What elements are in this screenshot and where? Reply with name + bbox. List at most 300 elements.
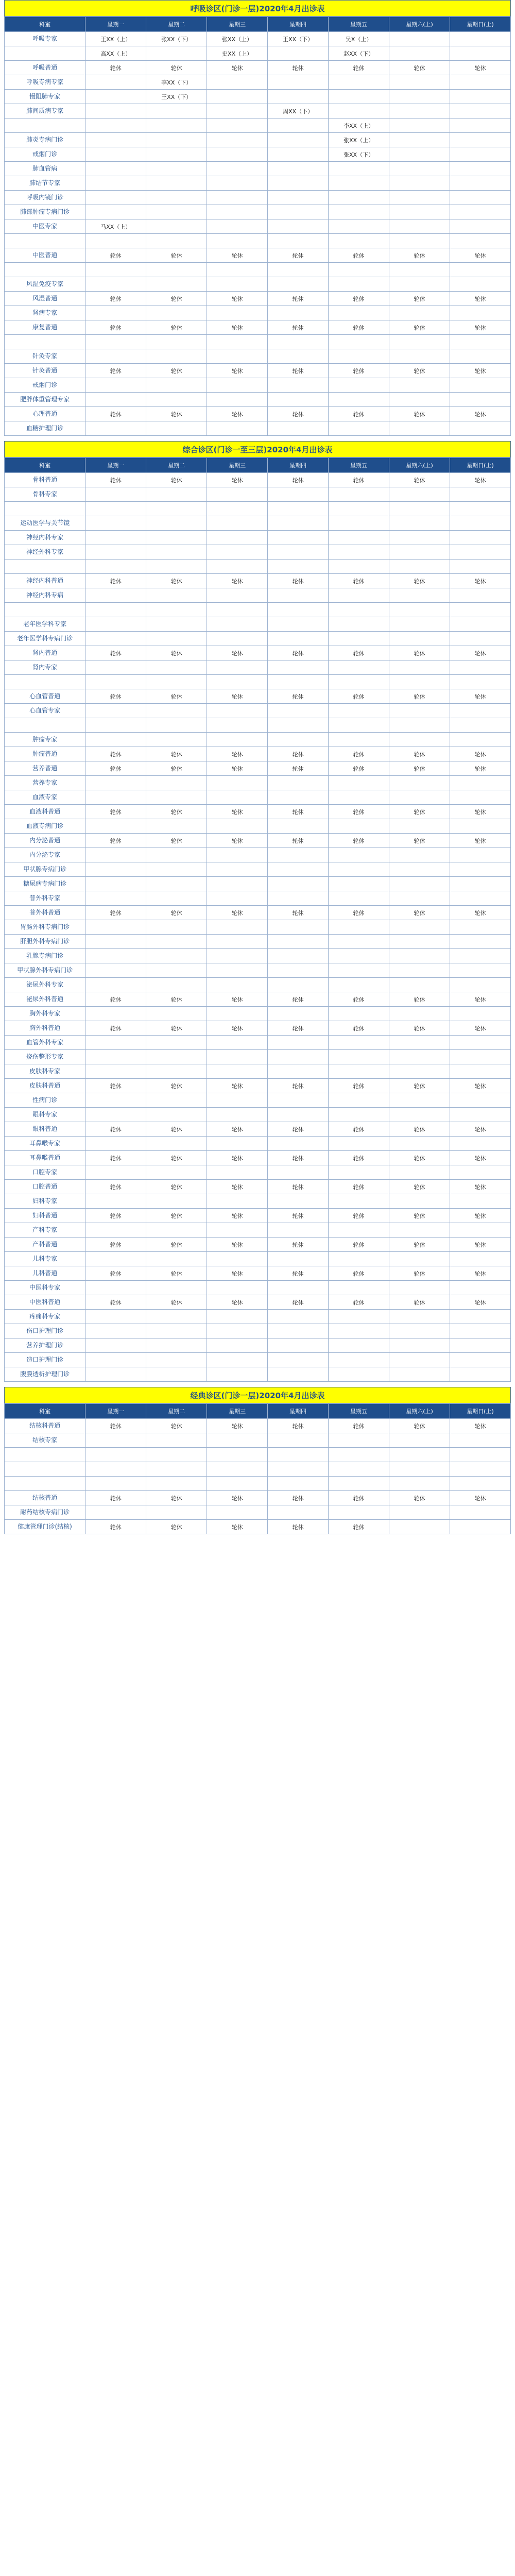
schedule-cell: [329, 588, 389, 603]
schedule-cell: [146, 790, 207, 805]
schedule-cell: 轮休: [329, 407, 389, 421]
table-row: [5, 834, 511, 848]
schedule-cell: [146, 1194, 207, 1209]
section-title: 综合诊区(门诊一至三层)2020年4月出诊表: [4, 441, 511, 457]
schedule-cell: [450, 162, 510, 176]
schedule-cell: [85, 531, 146, 545]
schedule-cell: 轮休: [85, 1021, 146, 1036]
schedule-cell: 轮休: [146, 320, 207, 335]
schedule-cell: 轮休: [146, 761, 207, 776]
table-row: [5, 393, 511, 407]
schedule-cell: [268, 632, 329, 646]
schedule-cell: [85, 1108, 146, 1122]
schedule-cell: [389, 147, 450, 162]
schedule-cell: [329, 1252, 389, 1266]
schedule-cell: [329, 603, 389, 617]
department-cell: 乳腺专病门诊: [5, 949, 85, 963]
schedule-cell: [85, 1477, 146, 1491]
department-cell: 神经内科普通: [5, 574, 85, 588]
schedule-cell: [329, 1281, 389, 1295]
schedule-cell: [146, 205, 207, 219]
schedule-cell: 轮休: [329, 1079, 389, 1093]
schedule-cell: [207, 1252, 268, 1266]
schedule-cell: [268, 1338, 329, 1353]
table-row: [5, 805, 511, 819]
schedule-cell: [268, 819, 329, 834]
schedule-cell: [450, 1505, 510, 1520]
department-cell: 口腔普通: [5, 1180, 85, 1194]
schedule-cell: 轮休: [389, 407, 450, 421]
department-cell: 针灸普通: [5, 364, 85, 378]
department-cell: [5, 560, 85, 574]
schedule-cell: [85, 1137, 146, 1151]
schedule-cell: [450, 306, 510, 320]
schedule-cell: [389, 1448, 450, 1462]
table-row: [5, 531, 511, 545]
table-row: [5, 1266, 511, 1281]
schedule-cell: [329, 1338, 389, 1353]
schedule-cell: [207, 1108, 268, 1122]
schedule-cell: 轮休: [207, 292, 268, 306]
schedule-cell: [268, 219, 329, 234]
department-cell: 产科专家: [5, 1223, 85, 1238]
schedule-cell: [389, 531, 450, 545]
department-cell: 健康管理门诊(结核): [5, 1520, 85, 1534]
schedule-cell: [329, 104, 389, 118]
table-row: [5, 306, 511, 320]
schedule-cell: 吴X（上）: [329, 32, 389, 46]
schedule-cell: 轮休: [268, 747, 329, 761]
schedule-cell: [450, 1194, 510, 1209]
table-row: [5, 473, 511, 487]
schedule-cell: [268, 1165, 329, 1180]
schedule-cell: [207, 263, 268, 277]
header-row: [5, 1404, 511, 1419]
schedule-cell: [85, 277, 146, 292]
schedule-cell: 轮休: [268, 320, 329, 335]
schedule-cell: [329, 1064, 389, 1079]
schedule-cell: [85, 560, 146, 574]
schedule-cell: 轮休: [268, 248, 329, 263]
schedule-cell: [207, 104, 268, 118]
schedule-cell: [146, 1448, 207, 1462]
schedule-cell: [207, 776, 268, 790]
schedule-cell: [268, 516, 329, 531]
column-header: 星期二: [146, 458, 207, 473]
schedule-cell: 轮休: [85, 646, 146, 660]
schedule-cell: 轮休: [268, 1209, 329, 1223]
department-cell: 神经内科专病: [5, 588, 85, 603]
schedule-cell: [389, 502, 450, 516]
schedule-cell: [268, 1324, 329, 1338]
schedule-cell: [146, 1093, 207, 1108]
schedule-cell: 轮休: [85, 1238, 146, 1252]
department-cell: [5, 603, 85, 617]
schedule-cell: [450, 393, 510, 407]
column-header: 星期一: [85, 1404, 146, 1419]
schedule-cell: 轮休: [146, 1151, 207, 1165]
schedule-cell: 轮休: [207, 906, 268, 920]
schedule-cell: [146, 1108, 207, 1122]
department-cell: 心理普通: [5, 407, 85, 421]
table-row: [5, 61, 511, 75]
schedule-cell: [207, 819, 268, 834]
schedule-cell: [389, 978, 450, 992]
schedule-cell: [146, 104, 207, 118]
schedule-cell: 轮休: [268, 1151, 329, 1165]
schedule-cell: [207, 1137, 268, 1151]
department-cell: 戒烟门诊: [5, 378, 85, 393]
schedule-cell: [207, 378, 268, 393]
schedule-cell: [85, 1165, 146, 1180]
schedule-cell: 轮休: [329, 805, 389, 819]
schedule-cell: 轮休: [146, 1491, 207, 1505]
table-row: [5, 660, 511, 675]
schedule-cell: [389, 1165, 450, 1180]
schedule-cell: 轮休: [389, 1419, 450, 1433]
schedule-cell: [268, 118, 329, 133]
schedule-cell: [389, 704, 450, 718]
schedule-cell: [389, 393, 450, 407]
schedule-cell: [329, 90, 389, 104]
schedule-cell: [389, 1353, 450, 1367]
schedule-cell: [329, 877, 389, 891]
schedule-cell: 赵XX（下）: [329, 46, 389, 61]
schedule-cell: [329, 675, 389, 689]
schedule-cell: [146, 545, 207, 560]
schedule-cell: 轮休: [389, 1238, 450, 1252]
schedule-cell: 轮休: [268, 646, 329, 660]
schedule-cell: [268, 1448, 329, 1462]
table-row: [5, 704, 511, 718]
schedule-cell: [146, 704, 207, 718]
schedule-cell: [146, 733, 207, 747]
department-cell: [5, 1462, 85, 1477]
schedule-cell: [85, 133, 146, 147]
schedule-cell: [85, 704, 146, 718]
table-row: [5, 1223, 511, 1238]
table-row: [5, 1295, 511, 1310]
table-row: [5, 1108, 511, 1122]
schedule-cell: 轮休: [389, 1266, 450, 1281]
schedule-cell: 轮休: [207, 1180, 268, 1194]
column-header: 星期六(上): [389, 1404, 450, 1419]
schedule-cell: 轮休: [329, 61, 389, 75]
table-row: [5, 487, 511, 502]
schedule-cell: [85, 263, 146, 277]
schedule-cell: [389, 790, 450, 805]
schedule-cell: [389, 32, 450, 46]
schedule-cell: 轮休: [329, 1295, 389, 1310]
schedule-cell: 轮休: [450, 689, 510, 704]
schedule-cell: [389, 234, 450, 248]
schedule-cell: [268, 90, 329, 104]
schedule-cell: [207, 1448, 268, 1462]
schedule-cell: [268, 617, 329, 632]
schedule-cell: 轮休: [389, 646, 450, 660]
schedule-cell: [207, 393, 268, 407]
schedule-cell: [268, 1108, 329, 1122]
table-row: [5, 617, 511, 632]
schedule-cell: [268, 545, 329, 560]
schedule-cell: [329, 617, 389, 632]
schedule-cell: 轮休: [85, 407, 146, 421]
column-header: 星期二: [146, 1404, 207, 1419]
schedule-cell: [268, 349, 329, 364]
schedule-cell: [207, 277, 268, 292]
schedule-cell: 轮休: [389, 364, 450, 378]
schedule-cell: [146, 1165, 207, 1180]
schedule-cell: 轮休: [450, 1079, 510, 1093]
schedule-cell: [329, 349, 389, 364]
schedule-cell: [329, 205, 389, 219]
schedule-cell: [450, 675, 510, 689]
column-header: 科室: [5, 17, 85, 32]
schedule-cell: [207, 920, 268, 935]
schedule-cell: [268, 393, 329, 407]
schedule-cell: [268, 1137, 329, 1151]
schedule-cell: [450, 1007, 510, 1021]
schedule-cell: [268, 234, 329, 248]
schedule-cell: [207, 191, 268, 205]
table-row: [5, 646, 511, 660]
schedule-cell: 轮休: [450, 761, 510, 776]
department-cell: 结核普通: [5, 1491, 85, 1505]
schedule-cell: [389, 588, 450, 603]
schedule-cell: [450, 1223, 510, 1238]
schedule-cell: [146, 349, 207, 364]
schedule-cell: [207, 335, 268, 349]
schedule-cell: [207, 90, 268, 104]
schedule-cell: [329, 935, 389, 949]
schedule-cell: [85, 335, 146, 349]
schedule-cell: [389, 963, 450, 978]
table-row: [5, 1194, 511, 1209]
schedule-cell: [207, 1050, 268, 1064]
section-gap: [4, 436, 511, 441]
schedule-cell: 轮休: [207, 1419, 268, 1433]
schedule-cell: 王XX（下）: [268, 32, 329, 46]
schedule-cell: 轮休: [450, 1180, 510, 1194]
table-row: [5, 891, 511, 906]
schedule-cell: [389, 133, 450, 147]
schedule-cell: [146, 1367, 207, 1382]
schedule-cell: 轮休: [329, 992, 389, 1007]
schedule-cell: [146, 963, 207, 978]
schedule-cell: 轮休: [85, 364, 146, 378]
department-cell: 胃肠外科专病门诊: [5, 920, 85, 935]
department-cell: 结核科普通: [5, 1419, 85, 1433]
schedule-cell: 轮休: [389, 906, 450, 920]
schedule-cell: [85, 819, 146, 834]
schedule-cell: 周XX（下）: [268, 104, 329, 118]
schedule-cell: [85, 205, 146, 219]
schedule-cell: 轮休: [207, 1151, 268, 1165]
schedule-cell: [85, 545, 146, 560]
schedule-cell: 轮休: [389, 1180, 450, 1194]
schedule-cell: [207, 545, 268, 560]
schedule-cell: [329, 891, 389, 906]
schedule-cell: [268, 560, 329, 574]
schedule-cell: 轮休: [85, 248, 146, 263]
department-cell: [5, 335, 85, 349]
schedule-cell: 轮休: [450, 364, 510, 378]
schedule-cell: [146, 603, 207, 617]
schedule-cell: 轮休: [146, 1079, 207, 1093]
schedule-cell: [389, 1137, 450, 1151]
department-cell: 呼吸内镜门诊: [5, 191, 85, 205]
schedule-cell: [450, 1165, 510, 1180]
header-row: [5, 17, 511, 32]
department-cell: 风湿免疫专家: [5, 277, 85, 292]
schedule-cell: 轮休: [329, 1266, 389, 1281]
schedule-cell: [268, 1281, 329, 1295]
schedule-cell: [207, 790, 268, 805]
department-cell: 营养专家: [5, 776, 85, 790]
schedule-cell: 轮休: [329, 1180, 389, 1194]
department-cell: 营养普通: [5, 761, 85, 776]
table-row: [5, 147, 511, 162]
schedule-cell: [207, 891, 268, 906]
schedule-cell: [207, 862, 268, 877]
schedule-cell: [146, 660, 207, 675]
department-cell: 内分泌普通: [5, 834, 85, 848]
column-header: 星期三: [207, 1404, 268, 1419]
schedule-cell: [85, 1448, 146, 1462]
schedule-cell: [268, 660, 329, 675]
table-row: [5, 191, 511, 205]
schedule-cell: [450, 133, 510, 147]
table-row: [5, 176, 511, 191]
schedule-cell: [329, 75, 389, 90]
schedule-cell: [85, 487, 146, 502]
schedule-cell: [268, 205, 329, 219]
schedule-cell: [450, 1108, 510, 1122]
schedule-cell: [146, 588, 207, 603]
schedule-cell: 轮休: [268, 906, 329, 920]
schedule-cell: 轮休: [450, 292, 510, 306]
schedule-cell: [146, 46, 207, 61]
schedule-cell: 轮休: [329, 473, 389, 487]
schedule-cell: [207, 205, 268, 219]
schedule-cell: [268, 920, 329, 935]
schedule-cell: [389, 1281, 450, 1295]
column-header: 星期日(上): [450, 458, 510, 473]
schedule-cell: 马XX（上）: [85, 219, 146, 234]
schedule-cell: [329, 560, 389, 574]
department-cell: [5, 234, 85, 248]
schedule-cell: [146, 617, 207, 632]
schedule-cell: [268, 1367, 329, 1382]
schedule-cell: [329, 162, 389, 176]
schedule-cell: [207, 1338, 268, 1353]
schedule-cell: [389, 1108, 450, 1122]
schedule-cell: [268, 877, 329, 891]
schedule-cell: [207, 733, 268, 747]
schedule-cell: 轮休: [207, 646, 268, 660]
schedule-cell: 轮休: [85, 689, 146, 704]
schedule-cell: 轮休: [146, 1520, 207, 1534]
table-row: [5, 1324, 511, 1338]
table-row: [5, 516, 511, 531]
schedule-cell: [450, 891, 510, 906]
schedule-cell: [450, 516, 510, 531]
schedule-cell: [146, 776, 207, 790]
schedule-cell: [329, 733, 389, 747]
department-cell: 泌尿外科专家: [5, 978, 85, 992]
department-cell: 肺间质病专家: [5, 104, 85, 118]
schedule-cell: [268, 963, 329, 978]
schedule-cell: [389, 718, 450, 733]
schedule-cell: 轮休: [389, 1295, 450, 1310]
schedule-cell: [85, 90, 146, 104]
schedule-cell: [389, 1050, 450, 1064]
schedule-cell: 轮休: [450, 248, 510, 263]
schedule-cell: [207, 1433, 268, 1448]
schedule-cell: [389, 1252, 450, 1266]
schedule-cell: [450, 104, 510, 118]
schedule-cell: [85, 1281, 146, 1295]
schedule-cell: [207, 487, 268, 502]
column-header: 星期二: [146, 17, 207, 32]
schedule-cell: [329, 378, 389, 393]
schedule-cell: [329, 1223, 389, 1238]
schedule-cell: [146, 632, 207, 646]
department-cell: 皮肤科普通: [5, 1079, 85, 1093]
schedule-cell: 轮休: [85, 292, 146, 306]
department-cell: 口腔专家: [5, 1165, 85, 1180]
schedule-cell: [329, 1007, 389, 1021]
schedule-cell: [146, 848, 207, 862]
schedule-cell: [268, 306, 329, 320]
schedule-cell: [207, 502, 268, 516]
schedule-cell: [450, 1433, 510, 1448]
schedule-cell: [389, 162, 450, 176]
schedule-cell: 轮休: [268, 1419, 329, 1433]
section-title: 呼吸诊区(门诊一层)2020年4月出诊表: [4, 0, 511, 16]
schedule-cell: [389, 1064, 450, 1079]
schedule-cell: [268, 790, 329, 805]
schedule-table: [4, 1403, 511, 1534]
department-cell: 针灸专家: [5, 349, 85, 364]
schedule-cell: [450, 1367, 510, 1382]
schedule-cell: 轮休: [389, 689, 450, 704]
schedule-cell: [146, 263, 207, 277]
schedule-cell: 轮休: [389, 292, 450, 306]
table-row: [5, 545, 511, 560]
schedule-cell: 轮休: [85, 747, 146, 761]
schedule-cell: [207, 560, 268, 574]
schedule-cell: [389, 1194, 450, 1209]
schedule-cell: 轮休: [389, 1491, 450, 1505]
schedule-cell: [389, 1462, 450, 1477]
schedule-cell: [207, 516, 268, 531]
schedule-cell: [146, 118, 207, 133]
table-row: [5, 1281, 511, 1295]
schedule-cell: 轮休: [207, 1122, 268, 1137]
department-cell: 呼吸普通: [5, 61, 85, 75]
schedule-cell: [389, 675, 450, 689]
schedule-cell: 轮休: [329, 320, 389, 335]
schedule-cell: [146, 718, 207, 733]
schedule-cell: [329, 776, 389, 790]
department-cell: 肝胆外科专病门诊: [5, 935, 85, 949]
table-row: [5, 133, 511, 147]
schedule-cell: [450, 1036, 510, 1050]
schedule-cell: [389, 1520, 450, 1534]
schedule-cell: [389, 560, 450, 574]
department-cell: 肺结节专家: [5, 176, 85, 191]
